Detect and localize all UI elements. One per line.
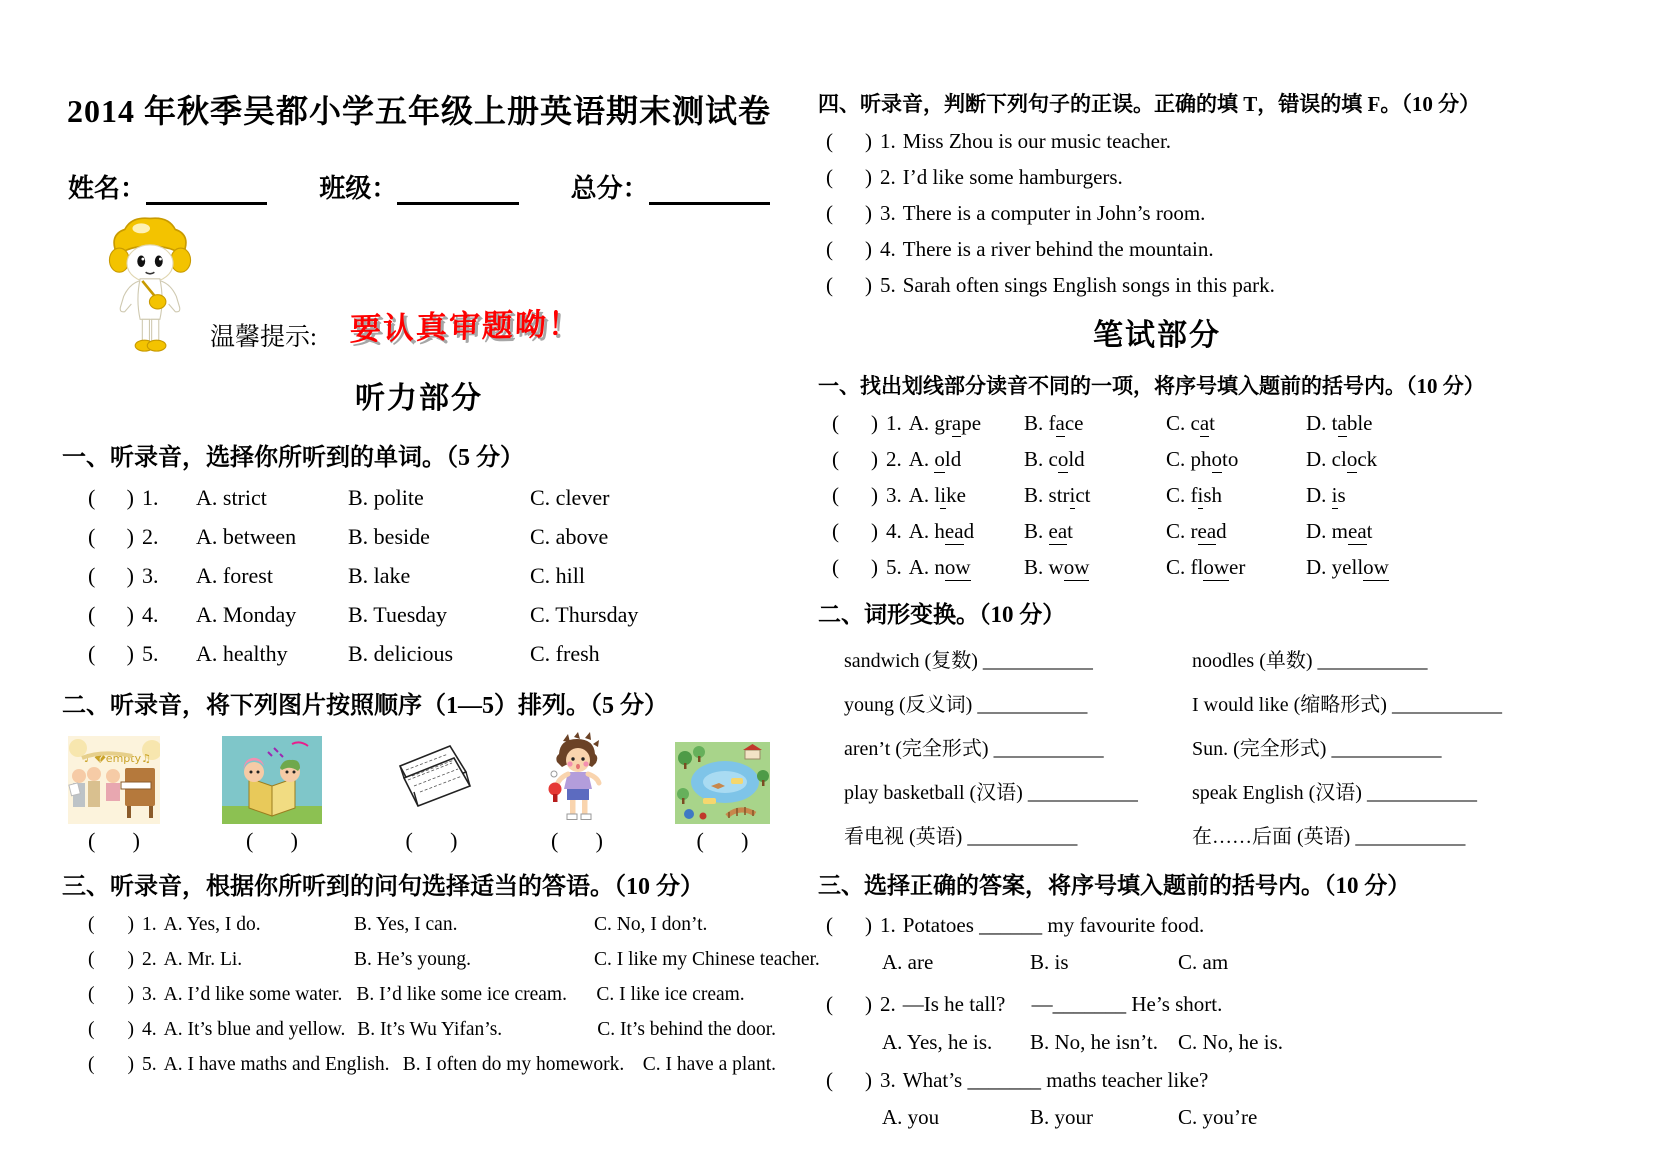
listening-s3-row — [62, 1019, 776, 1041]
phonics-option: C. fish — [1166, 483, 1223, 507]
option-a: A. forest — [196, 563, 273, 588]
listening-s3-row — [62, 914, 776, 936]
word-transform-item[interactable]: noodles (单数) ___________ — [1192, 650, 1428, 672]
option-c: C. hill — [530, 563, 586, 588]
word-transform-item[interactable]: 看电视 (英语) ___________ — [844, 826, 1078, 848]
option-b: B. is — [1030, 950, 1069, 974]
question-number: 1. — [880, 913, 896, 937]
question-text[interactable]: —Is he tall? —_______ He’s short. — [902, 992, 1223, 1016]
written-w1-row — [818, 411, 1496, 436]
option-b: B. He’s young. — [354, 949, 471, 970]
option-a: A. Yes, he is. — [882, 1030, 993, 1054]
answer-bracket[interactable]: ( ) — [88, 524, 134, 549]
picture-order-bracket[interactable]: ( ) — [88, 828, 140, 853]
right-column — [818, 88, 1502, 1130]
question-number: 1. — [142, 914, 157, 935]
phonics-option: A. grape — [908, 411, 982, 435]
answer-bracket[interactable]: ( ) — [826, 913, 872, 937]
picture-order-bracket[interactable]: ( ) — [405, 828, 458, 853]
answer-bracket[interactable]: ( ) — [88, 1054, 134, 1075]
option-c: C. clever — [530, 485, 610, 510]
answer-bracket[interactable]: ( ) — [88, 1019, 134, 1040]
option-a: A. you — [882, 1105, 940, 1129]
answer-bracket[interactable]: ( ) — [826, 129, 872, 153]
phonics-option: A. now — [908, 555, 971, 579]
picture-order-bracket[interactable]: ( ) — [696, 828, 749, 853]
written-w1-row — [818, 483, 1496, 508]
boy-playing-table-tennis-image — [541, 732, 613, 824]
option-a: A. between — [196, 524, 297, 549]
picture-item — [68, 736, 160, 854]
question-number: 5. — [142, 641, 159, 666]
option-c: C. you’re — [1178, 1105, 1258, 1129]
answer-bracket[interactable]: ( ) — [88, 984, 134, 1005]
page-title: 2014 年秋季吴都小学五年级上册英语期末测试卷 — [66, 93, 771, 129]
question-number: 4. — [142, 602, 159, 627]
option-b: B. your — [1030, 1105, 1093, 1129]
option-a: A. It’s blue and yellow. — [163, 1019, 346, 1040]
written-w1-row — [818, 555, 1496, 580]
option-b: B. beside — [348, 524, 430, 549]
listening-s4-item — [818, 273, 1496, 298]
question-number: 3. — [880, 201, 896, 225]
word-transform-item[interactable]: sandwich (复数) ___________ — [844, 650, 1093, 672]
question-number: 5. — [880, 273, 896, 297]
sentence: I’d like some hamburgers. — [902, 165, 1123, 189]
svg-text:♪ �empty♫: ♪ �empty♫ — [84, 752, 151, 765]
option-c: C. No, he is. — [1178, 1030, 1283, 1054]
word-transform-item[interactable]: young (反义词) ___________ — [844, 694, 1088, 716]
picture-item — [541, 732, 613, 854]
listening-s1-row — [62, 485, 776, 511]
question-text[interactable]: What’s _______ maths teacher like? — [902, 1068, 1209, 1092]
option-b: B. I often do my homework. — [402, 1054, 625, 1075]
listening-s4-item — [818, 237, 1496, 262]
option-a: A. Monday — [196, 602, 297, 627]
sentence: Miss Zhou is our music teacher. — [902, 129, 1172, 153]
score-label: 总分： — [570, 174, 649, 203]
listening-s1-row — [62, 563, 776, 589]
picture-order-bracket[interactable]: ( ) — [551, 828, 603, 853]
answer-bracket[interactable]: ( ) — [88, 641, 134, 666]
listening-s4-item — [818, 165, 1496, 190]
picture-item — [384, 736, 479, 854]
question-number: 2. — [886, 447, 902, 471]
listening-s1-row — [62, 602, 776, 628]
written-w3-options — [818, 1105, 1496, 1130]
class-label: 班级： — [319, 174, 398, 203]
word-transform-item[interactable]: play basketball (汉语) ___________ — [844, 782, 1138, 804]
question-number: 3. — [880, 1068, 896, 1092]
written-w3-question — [818, 913, 1496, 938]
student-info-row — [62, 168, 776, 205]
answer-bracket[interactable]: ( ) — [832, 519, 878, 543]
option-b: B. Tuesday — [348, 602, 448, 627]
question-number: 2. — [142, 949, 157, 970]
option-c: C. I like ice cream. — [596, 984, 745, 1005]
question-number: 1. — [142, 485, 159, 510]
answer-bracket[interactable]: ( ) — [826, 1068, 872, 1092]
sentence: There is a computer in John’s room. — [902, 201, 1206, 225]
answer-bracket[interactable]: ( ) — [826, 273, 872, 297]
phonics-option: D. yellow — [1306, 555, 1389, 579]
phonics-option: D. table — [1306, 411, 1373, 435]
answer-bracket[interactable]: ( ) — [826, 237, 872, 261]
answer-bracket[interactable]: ( ) — [88, 563, 134, 588]
question-number: 5. — [886, 555, 902, 579]
question-number: 3. — [886, 483, 902, 507]
question-number: 1. — [880, 129, 896, 153]
option-c: C. It’s behind the door. — [597, 1019, 776, 1040]
option-a: A. Mr. Li. — [163, 949, 243, 970]
written-w1-row — [818, 447, 1496, 472]
phonics-option: B. eat — [1024, 519, 1074, 543]
phonics-option: A. old — [908, 447, 962, 471]
phonics-option: C. cat — [1166, 411, 1216, 435]
phonics-option: A. like — [908, 483, 966, 507]
option-b: B. delicious — [348, 641, 454, 666]
answer-bracket[interactable]: ( ) — [832, 447, 878, 471]
question-text[interactable]: Potatoes ______ my favourite food. — [902, 913, 1205, 937]
answer-bracket[interactable]: ( ) — [826, 992, 872, 1016]
tip-warning-text: 要认真审题呦！ — [349, 305, 582, 348]
option-b: B. Yes, I can. — [354, 914, 458, 935]
written-w3-question — [818, 988, 1496, 1018]
option-a: A. I have maths and English. — [163, 1054, 390, 1075]
phonics-option: C. flower — [1166, 555, 1246, 579]
listening-part-heading: 听力部分 — [355, 382, 483, 415]
option-b: B. lake — [348, 563, 411, 588]
option-c: C. am — [1178, 950, 1229, 974]
mascot-area — [62, 215, 776, 367]
written-w2-row — [818, 776, 1496, 805]
written-w2-row — [818, 732, 1496, 761]
option-c: C. I have a plant. — [642, 1054, 776, 1075]
question-number: 2. — [142, 524, 159, 549]
question-number: 3. — [142, 984, 157, 1005]
option-b: B. No, he isn’t. — [1030, 1030, 1158, 1054]
phonics-option: D. clock — [1306, 447, 1378, 471]
class-blank[interactable] — [397, 177, 518, 205]
name-label: 姓名： — [68, 174, 147, 203]
answer-bracket[interactable]: ( ) — [826, 201, 872, 225]
answer-bracket[interactable]: ( ) — [832, 555, 878, 579]
question-number: 2. — [880, 165, 896, 189]
picture-item — [675, 742, 770, 854]
written-w3-options — [818, 950, 1496, 975]
written-w3-title: 三、选择正确的答案，将序号填入题前的括号内。（10 分） — [818, 873, 1411, 898]
sentence: Sarah often sings English songs in this park. — [902, 273, 1275, 297]
question-number: 4. — [880, 237, 896, 261]
phonics-option: B. face — [1024, 411, 1084, 435]
listening-s1-row — [62, 524, 776, 550]
question-number: 2. — [880, 992, 896, 1016]
question-number: 1. — [886, 411, 902, 435]
option-c: C. fresh — [530, 641, 600, 666]
phonics-option: B. wow — [1024, 555, 1090, 579]
listening-s1-row — [62, 641, 776, 667]
word-transform-item[interactable]: speak English (汉语) ___________ — [1192, 782, 1477, 804]
listening-s4-item — [818, 129, 1496, 154]
listening-s2-pictures — [62, 732, 776, 854]
option-b: B. polite — [348, 485, 424, 510]
park-with-lake-and-bridge-image — [675, 742, 770, 824]
listening-s3-title: 三、听录音，根据你所听到的问句选择适当的答语。（10 分） — [62, 874, 704, 900]
question-number: 4. — [142, 1019, 157, 1040]
option-c: C. Thursday — [530, 602, 639, 627]
picture-order-bracket[interactable]: ( ) — [246, 828, 298, 853]
written-part-heading: 笔试部分 — [1093, 319, 1221, 352]
option-c: C. above — [530, 524, 609, 549]
phonics-option: D. is — [1306, 483, 1346, 507]
listening-s3-row — [62, 1054, 776, 1076]
word-transform-item[interactable]: Sun. (完全形式) ___________ — [1192, 738, 1442, 760]
word-transform-item[interactable]: aren’t (完全形式) ___________ — [844, 738, 1104, 760]
written-w2-row — [818, 820, 1496, 849]
answer-bracket[interactable]: ( ) — [832, 411, 878, 435]
picture-item — [222, 736, 322, 854]
listening-s1-title: 一、听录音，选择你所听到的单词。（5 分） — [62, 445, 524, 471]
phonics-option: B. cold — [1024, 447, 1085, 471]
yellow-hat-cartoon-mascot-icon — [100, 213, 200, 361]
two-kids-reading-big-book-image — [222, 736, 322, 824]
option-b: B. I’d like some ice cream. — [356, 984, 567, 1005]
option-a: A. I’d like some water. — [163, 984, 343, 1005]
answer-bracket[interactable]: ( ) — [826, 165, 872, 189]
phonics-option: A. head — [908, 519, 975, 543]
word-transform-item[interactable]: 在……后面 (英语) ___________ — [1192, 826, 1466, 848]
written-w1-row — [818, 519, 1496, 544]
children-singing-around-piano-image — [68, 736, 160, 824]
word-transform-item[interactable]: I would like (缩略形式) ___________ — [1192, 694, 1502, 716]
listening-s3-row — [62, 984, 776, 1006]
option-a: A. are — [882, 950, 934, 974]
option-c: C. I like my Chinese teacher. — [594, 949, 820, 970]
listening-s4-item — [818, 201, 1496, 226]
question-number: 5. — [142, 1054, 157, 1075]
answer-bracket[interactable]: ( ) — [832, 483, 878, 507]
name-blank[interactable] — [146, 177, 267, 205]
answer-bracket[interactable]: ( ) — [88, 949, 134, 970]
listening-s2-title: 二、听录音，将下列图片按照顺序（1—5）排列。（5 分） — [62, 693, 668, 719]
written-w1-title: 一、找出划线部分读音不同的一项，将序号填入题前的括号内。（10 分） — [818, 374, 1485, 398]
phonics-option: C. photo — [1166, 447, 1239, 471]
option-b: B. It’s Wu Yifan’s. — [357, 1019, 503, 1040]
question-number: 3. — [142, 563, 159, 588]
written-w2-title: 二、词形变换。（10 分） — [818, 602, 1066, 627]
answer-bracket[interactable]: ( ) — [88, 602, 134, 627]
option-a: A. healthy — [196, 641, 288, 666]
listening-s4-title: 四、听录音，判断下列句子的正误。正确的填 T，错误的填 F。（10 分） — [818, 92, 1481, 116]
option-c: C. No, I don’t. — [594, 914, 708, 935]
option-a: A. strict — [196, 485, 267, 510]
written-w3-question — [818, 1068, 1496, 1093]
written-w2-row — [818, 688, 1502, 717]
answer-bracket[interactable]: ( ) — [88, 485, 134, 510]
option-a: A. Yes, I do. — [163, 914, 261, 935]
written-w2-row — [818, 644, 1496, 673]
sentence: There is a river behind the mountain. — [902, 237, 1214, 261]
answer-bracket[interactable]: ( ) — [88, 914, 134, 935]
phonics-option: C. read — [1166, 519, 1227, 543]
written-w3-options — [818, 1030, 1496, 1055]
left-column — [62, 86, 820, 1076]
listening-s3-row — [62, 949, 820, 971]
phonics-option: B. strict — [1024, 483, 1091, 507]
sandwich-line-drawing-image — [384, 736, 479, 824]
score-blank[interactable] — [649, 177, 770, 205]
phonics-option: D. meat — [1306, 519, 1373, 543]
tip-label: 温馨提示: — [210, 324, 317, 351]
question-number: 4. — [886, 519, 902, 543]
